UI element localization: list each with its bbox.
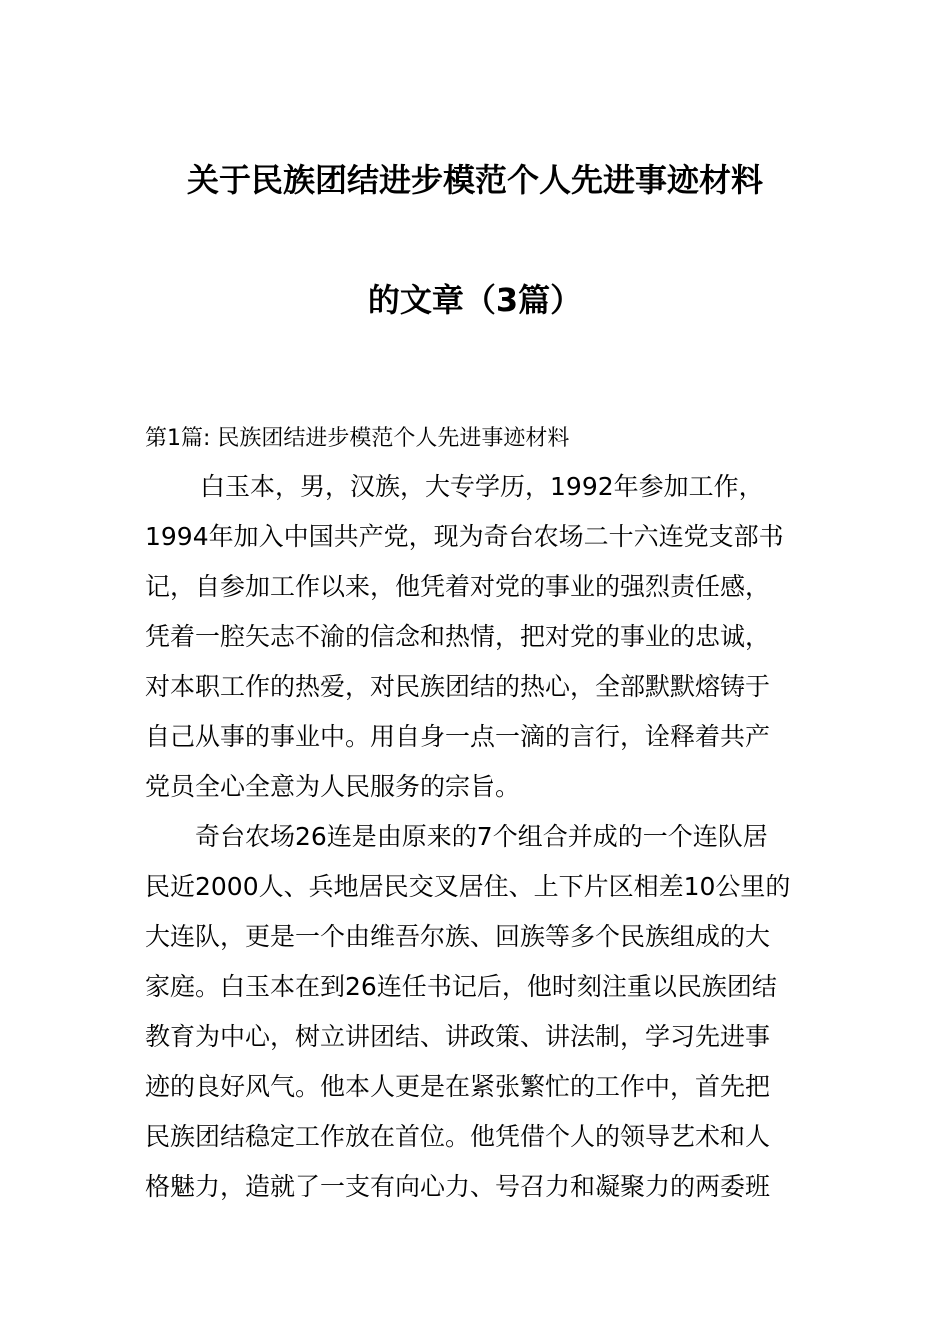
paragraph-1-line: 1994年加入中国共产党，现为奇台农场二十六连党支部书 <box>145 522 784 551</box>
paragraph-1-line: 凭着一腔矢志不渝的信念和热情，把对党的事业的忠诚， <box>145 622 771 651</box>
paragraph-1-line: 白玉本，男，汉族，大专学历，1992年参加工作， <box>200 472 764 501</box>
paragraph-2-line: 民族团结稳定工作放在首位。他凭借个人的领导艺术和人 <box>145 1122 771 1151</box>
paragraph-1-line: 记，自参加工作以来，他凭着对党的事业的强烈责任感， <box>145 572 771 601</box>
section-heading: 第1篇: 民族团结进步模范个人先进事迹材料 <box>145 426 570 451</box>
paragraph-2-line: 大连队，更是一个由维吾尔族、回族等多个民族组成的大 <box>145 922 771 951</box>
paragraph-2-line: 格魅力，造就了一支有向心力、号召力和凝聚力的两委班 <box>145 1172 771 1201</box>
paragraph-1-line: 党员全心全意为人民服务的宗旨。 <box>145 772 521 801</box>
paragraph-2-line: 民近2000人、兵地居民交叉居住、上下片区相差10公里的 <box>145 872 791 901</box>
paragraph-1-line: 对本职工作的热爱，对民族团结的热心，全部默默熔铸于 <box>145 672 771 701</box>
paragraph-2-line: 教育为中心，树立讲团结、讲政策、讲法制，学习先进事 <box>145 1022 771 1051</box>
paragraph-2-line: 家庭。白玉本在到26连任书记后，他时刻注重以民族团结 <box>145 972 777 1001</box>
paragraph-1-line: 自己从事的事业中。用自身一点一滴的言行，诠释着共产 <box>145 722 771 751</box>
document-title-line-2: 的文章（3篇） <box>367 281 583 319</box>
paragraph-2-line: 迹的良好风气。他本人更是在紧张繁忙的工作中，首先把 <box>145 1072 771 1101</box>
document-title-line-1: 关于民族团结进步模范个人先进事迹材料 <box>186 161 763 199</box>
paragraph-2-line: 奇台农场26连是由原来的7个组合并成的一个连队居 <box>195 822 768 851</box>
